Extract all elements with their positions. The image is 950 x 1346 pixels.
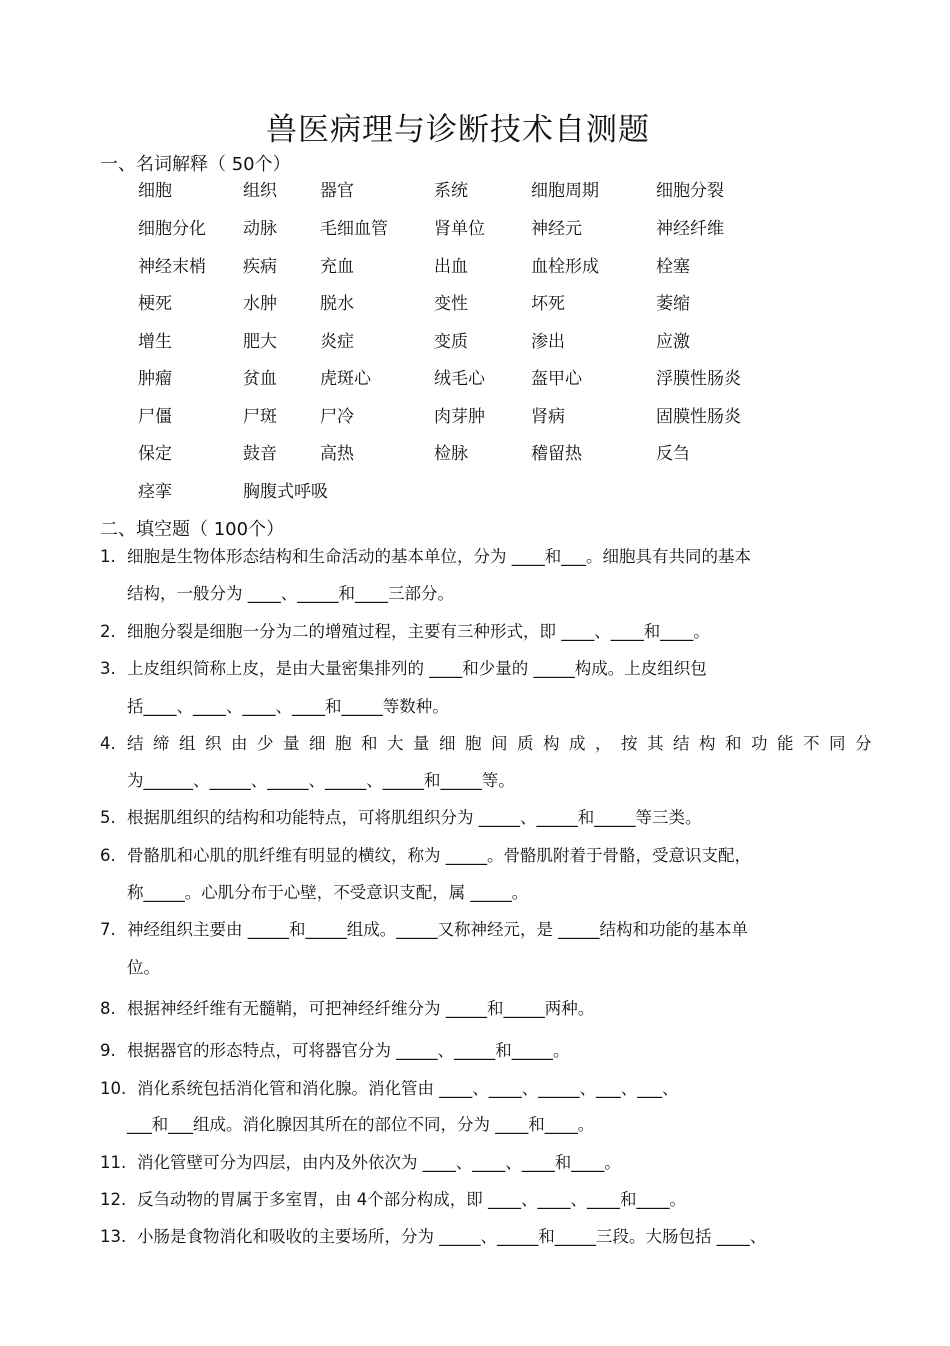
term-row xyxy=(138,214,838,238)
question-text: 骨骼肌和心肌的肌纤维有明显的横纹，称为 _____。骨骼肌附着于骨骼，受意识支配， xyxy=(127,846,751,865)
term: 高热 xyxy=(320,444,354,464)
term: 神经末梢 xyxy=(138,257,206,277)
term: 炎症 xyxy=(320,332,354,352)
question-line xyxy=(100,1075,679,1099)
term: 毛细血管 xyxy=(320,219,388,239)
question-line-continued: ___和___组成。消化腺因其所在的部位不同，分为 ____和____。 xyxy=(127,1115,595,1134)
term: 充血 xyxy=(320,257,354,277)
section-heading-terms: 一、名词解释（ 50个） xyxy=(100,154,291,175)
term: 虎斑心 xyxy=(320,369,371,389)
question-text: 细胞分裂是细胞一分为二的增殖过程，主要有三种形式，即 ____、____和____。 xyxy=(127,622,710,641)
term: 萎缩 xyxy=(656,294,690,314)
question-line xyxy=(100,1186,686,1210)
question-number: 6. xyxy=(100,846,116,865)
term-row xyxy=(138,477,838,501)
term: 梗死 xyxy=(138,294,172,314)
question-number: 7. xyxy=(100,920,116,939)
question-number: 4. xyxy=(100,734,116,753)
term: 增生 xyxy=(138,332,172,352)
term: 尸斑 xyxy=(243,407,277,427)
question-text: 根据器官的形态特点，可将器官分为 _____、_____和_____。 xyxy=(127,1041,570,1060)
term: 栓塞 xyxy=(656,257,690,277)
term: 检脉 xyxy=(434,444,468,464)
question-text: 消化系统包括消化管和消化腺。消化管由 ____、____、_____、___、___、 xyxy=(137,1079,679,1098)
question-line-continued: 称_____。心肌分布于心壁，不受意识支配，属 _____。 xyxy=(127,883,529,902)
term: 绒毛心 xyxy=(434,369,485,389)
term: 贫血 xyxy=(243,369,277,389)
term: 尸僵 xyxy=(138,407,172,427)
document-title: 兽医病理与诊断技术自测题 xyxy=(266,112,650,148)
term-row xyxy=(138,289,838,313)
question-number: 12. xyxy=(100,1190,127,1209)
question-text: 结缔组织由少量细胞和大量细胞间质构成，按其结构和功能不同分 xyxy=(127,734,881,753)
question-text: 反刍动物的胃属于多室胃，由 4个部分构成，即 ____、____、____和____。 xyxy=(137,1190,686,1209)
question-line xyxy=(100,655,707,679)
term: 神经元 xyxy=(531,219,582,239)
term: 渗出 xyxy=(531,332,565,352)
question-text: 上皮组织简称上皮，是由大量密集排列的 ____和少量的 _____构成。上皮组织包 xyxy=(127,659,707,678)
term: 反刍 xyxy=(656,444,690,464)
term: 变性 xyxy=(434,294,468,314)
term-row xyxy=(138,176,838,200)
term-row xyxy=(138,252,838,276)
question-text: 神经组织主要由 _____和_____组成。_____又称神经元，是 _____结构和功能的基本单 xyxy=(127,920,748,939)
term: 肥大 xyxy=(243,332,277,352)
question-text: 消化管壁可分为四层，由内及外依次为 ____、____、____和____。 xyxy=(137,1153,621,1172)
question-number: 9. xyxy=(100,1041,116,1060)
term: 疾病 xyxy=(243,257,277,277)
question-number: 5. xyxy=(100,808,116,827)
term: 肿瘤 xyxy=(138,369,172,389)
term: 动脉 xyxy=(243,219,277,239)
question-number: 3. xyxy=(100,659,116,678)
term: 细胞 xyxy=(138,181,172,201)
term: 细胞分化 xyxy=(138,219,206,239)
question-text: 小肠是食物消化和吸收的主要场所，分为 _____、_____和_____三段。大肠包括 ____、 xyxy=(137,1227,767,1246)
question-text: 根据肌组织的结构和功能特点，可将肌组织分为 _____、_____和_____等三类。 xyxy=(127,808,702,827)
question-line-continued: 位。 xyxy=(127,958,160,977)
term: 鼓音 xyxy=(243,444,277,464)
section-heading-fill-blanks: 二、填空题（ 100个） xyxy=(100,519,285,540)
term: 变质 xyxy=(434,332,468,352)
term: 血栓形成 xyxy=(531,257,599,277)
term: 痉挛 xyxy=(138,482,172,502)
term-row xyxy=(138,364,838,388)
term: 组织 xyxy=(243,181,277,201)
question-text: 细胞是生物体形态结构和生命活动的基本单位，分为 ____和___。细胞具有共同的基本 xyxy=(127,547,751,566)
question-number: 2. xyxy=(100,622,116,641)
term: 出血 xyxy=(434,257,468,277)
term: 稽留热 xyxy=(531,444,582,464)
question-line xyxy=(100,1149,621,1173)
term: 神经纤维 xyxy=(656,219,724,239)
term: 细胞分裂 xyxy=(656,181,724,201)
term: 肾病 xyxy=(531,407,565,427)
question-line xyxy=(100,618,710,642)
term: 脱水 xyxy=(320,294,354,314)
question-number: 1. xyxy=(100,547,116,566)
question-line xyxy=(100,1223,766,1247)
term: 水肿 xyxy=(243,294,277,314)
term: 盔甲心 xyxy=(531,369,582,389)
question-line xyxy=(100,995,594,1019)
question-line xyxy=(100,916,748,940)
question-line xyxy=(100,543,751,567)
term: 肾单位 xyxy=(434,219,485,239)
term-row xyxy=(138,402,838,426)
question-line xyxy=(100,730,881,754)
term: 器官 xyxy=(320,181,354,201)
question-number: 8. xyxy=(100,999,116,1018)
question-number: 10. xyxy=(100,1079,127,1098)
term: 应激 xyxy=(656,332,690,352)
question-number: 13. xyxy=(100,1227,127,1246)
term: 细胞周期 xyxy=(531,181,599,201)
term: 肉芽肿 xyxy=(434,407,485,427)
term: 胸腹式呼吸 xyxy=(243,482,328,502)
term-row xyxy=(138,439,838,463)
term: 坏死 xyxy=(531,294,565,314)
term: 保定 xyxy=(138,444,172,464)
term: 固膜性肠炎 xyxy=(656,407,741,427)
question-number: 11. xyxy=(100,1153,127,1172)
question-line xyxy=(100,1037,570,1061)
question-line-continued: 括____、____、____、____和_____等数种。 xyxy=(127,697,449,716)
question-line xyxy=(100,842,751,866)
question-line-continued: 结构，一般分为 ____、_____和____三部分。 xyxy=(127,584,454,603)
question-line-continued: 为______、_____、_____、_____、_____和_____等。 xyxy=(127,771,515,790)
term-row xyxy=(138,327,838,351)
term: 浮膜性肠炎 xyxy=(656,369,741,389)
question-line xyxy=(100,804,702,828)
term: 系统 xyxy=(434,181,468,201)
question-text: 根据神经纤维有无髓鞘，可把神经纤维分为 _____和_____两种。 xyxy=(127,999,595,1018)
term: 尸冷 xyxy=(320,407,354,427)
